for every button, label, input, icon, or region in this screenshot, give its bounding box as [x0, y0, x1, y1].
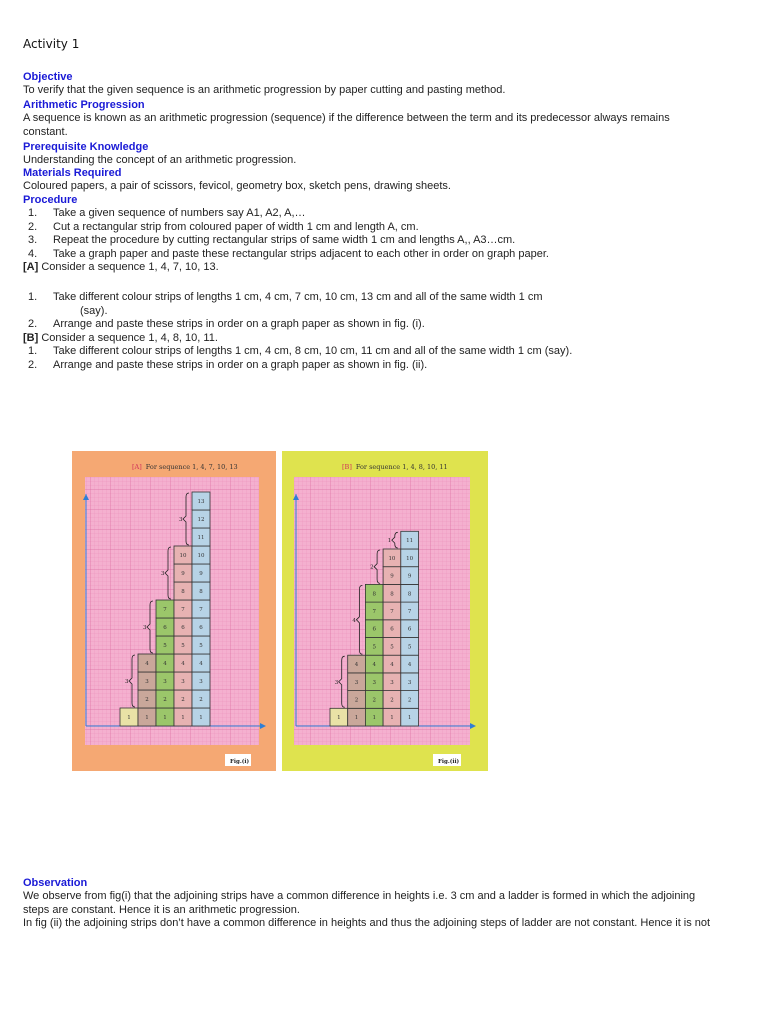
right-caption-text: For sequence 1, 4, 8, 10, 11 — [355, 463, 448, 471]
strip-cell-number: 1 — [145, 715, 149, 721]
strip-cell-number: 2 — [199, 697, 203, 703]
strip-cell-number: 3 — [354, 679, 359, 686]
materials-heading: Materials Required — [23, 167, 122, 179]
strip-cell-number: 4 — [163, 661, 167, 667]
strip-cell-number: 2 — [390, 697, 394, 704]
procedure-section — [23, 193, 733, 275]
strip-cell-number: 6 — [372, 626, 376, 633]
observation-heading: Observation — [23, 877, 88, 889]
strip-cell-number: 3 — [199, 679, 203, 685]
strip-cell-number: 7 — [181, 607, 185, 613]
step-text: Arrange and paste these strips in order on a graph paper as shown in fig. (i). — [53, 318, 425, 330]
strip-cell-number: 4 — [181, 661, 185, 667]
part-a-steps — [23, 291, 733, 332]
strip-cell-number: 2 — [372, 697, 376, 704]
strip-cell-number: 7 — [163, 607, 167, 613]
strip-cell-number: 8 — [181, 589, 185, 595]
procedure-step — [23, 248, 733, 262]
ap-text-line1: A sequence is known as an arithmetic progression (sequence) if the difference between the term and its predecessor always remains — [23, 112, 670, 124]
figure-image — [70, 449, 490, 774]
strip-cell-number: 8 — [407, 591, 412, 598]
strip-cell-number: 2 — [181, 697, 185, 703]
step-text: Arrange and paste these strips in order on a graph paper as shown in fig. (ii). — [53, 358, 428, 371]
materials-section — [23, 166, 733, 194]
strip-cell-number: 10 — [179, 553, 187, 559]
right-fig-label: Fig.(ii) — [438, 759, 460, 765]
left-caption-text: For sequence 1, 4, 7, 10, 13 — [145, 463, 238, 471]
part-a-intro — [23, 261, 733, 275]
strip-cell-number: 9 — [390, 573, 394, 580]
materials-text: Coloured papers, a pair of scissors, fevicol, geometry box, sketch pens, drawing sheets. — [23, 180, 451, 192]
figure-left — [72, 451, 276, 771]
strip-cell-number: 12 — [197, 517, 205, 523]
strip-cell-number: 4 — [372, 662, 376, 669]
strip-cell-number: 10 — [197, 553, 205, 559]
strip-cell-number: 5 — [372, 644, 376, 651]
strip-cell-number: 6 — [407, 626, 412, 633]
step-text: Take different colour strips of lengths 1 cm, 4 cm, 7 cm, 10 cm, 13 cm and all of the same width 1 cm — [53, 291, 543, 303]
strip-cell-number: 3 — [407, 679, 412, 686]
strip-cell-number: 3 — [390, 679, 394, 686]
left-fig-label: Fig.(i) — [230, 759, 250, 765]
strip-cell-number: 4 — [407, 662, 412, 669]
part-b-step — [23, 345, 733, 359]
strip-cell-number: 7 — [199, 607, 203, 613]
step-text: Cut a rectangular strip from coloured paper of width 1 cm and length A, cm. — [53, 220, 419, 233]
ap-section — [23, 98, 733, 139]
strip-cell-number: 5 — [199, 643, 203, 649]
part-b-step — [23, 359, 733, 373]
step-number: 2. — [28, 318, 38, 330]
strip-cell-number: 10 — [388, 555, 396, 562]
step-number: 1. — [28, 207, 38, 219]
observation-line1: We observe from fig(i) that the adjoining strips have a common difference in heights i.e. 3 cm and a ladder is formed in which the adjoining — [23, 890, 696, 902]
strip-cell-number: 3 — [372, 679, 376, 686]
strip-cell-number: 2 — [407, 697, 412, 704]
strip-cell-number: 2 — [163, 697, 167, 703]
strip-cell-number: 1 — [181, 715, 185, 721]
strip-cell-number: 6 — [199, 625, 203, 631]
step-text: Take different colour strips of lengths 1 cm, 4 cm, 8 cm, 10 cm, 11 cm and all of the same width 1 cm (say). — [53, 345, 573, 357]
strip-cell-number: 9 — [181, 571, 185, 577]
strip-cell-number: 8 — [199, 589, 203, 595]
part-b-intro — [23, 332, 733, 346]
left-caption — [132, 463, 238, 471]
step-text: Take a given sequence of numbers say A1, A2, A,… — [53, 207, 306, 219]
step-number: 4. — [28, 247, 38, 260]
procedure-step — [23, 207, 733, 221]
ap-text-line2: constant. — [23, 125, 68, 138]
figure-svg — [70, 449, 490, 774]
strip-cell-number: 1 — [127, 715, 131, 721]
strip-cell-number: 3 — [145, 679, 149, 685]
part-a-step — [23, 318, 733, 332]
part-b-steps — [23, 345, 733, 372]
difference-label: 3 — [334, 679, 339, 686]
strip-cell-number: 1 — [163, 715, 167, 721]
difference-label: 2 — [370, 564, 374, 571]
part-a-tag: [A] — [23, 261, 39, 273]
procedure-heading: Procedure — [23, 194, 78, 206]
prereq-text: Understanding the concept of an arithmetic progression. — [23, 154, 297, 166]
strip-cell-number: 9 — [199, 571, 203, 577]
procedure-step — [23, 221, 733, 235]
strip-cell-number: 8 — [372, 591, 376, 598]
strip-cell-number: 1 — [407, 715, 412, 722]
objective-section — [23, 70, 733, 98]
page-title: Activity 1 — [23, 37, 80, 51]
part-b-tag: [B] — [23, 331, 39, 344]
difference-label: 3 — [143, 625, 147, 631]
strip-cell-number: 4 — [354, 662, 359, 669]
part-a-steps-section — [23, 291, 733, 372]
step-number: 1. — [28, 345, 38, 357]
step-text: Repeat the procedure by cutting rectangular strips of same width 1 cm and lengths A,, A3…cm. — [53, 234, 516, 246]
strip-cell-number: 13 — [197, 499, 205, 505]
difference-label: 1 — [387, 538, 392, 545]
strip-cell-number: 11 — [197, 535, 205, 541]
observation-line2: steps are constant. Hence it is an arithmetic progression. — [23, 903, 300, 916]
difference-label: 4 — [352, 617, 356, 624]
strip-cell-number: 7 — [390, 608, 394, 615]
ap-heading: Arithmetic Progression — [23, 99, 145, 111]
left-caption-tag: [A] — [132, 463, 142, 471]
difference-label: 3 — [179, 517, 183, 523]
strip-cell-number: 1 — [199, 715, 203, 721]
step-number: 2. — [28, 358, 38, 371]
figure-right — [282, 451, 488, 771]
step-number: 2. — [28, 220, 38, 233]
strip-cell-number: 1 — [337, 715, 341, 722]
strip-cell-number: 4 — [145, 661, 149, 667]
right-caption-tag: [B] — [342, 463, 352, 471]
strip-cell-number: 2 — [145, 697, 149, 703]
strip-cell-number: 8 — [390, 591, 394, 598]
strip-cell-number: 1 — [372, 715, 376, 722]
strip-cell-number: 9 — [407, 573, 412, 580]
procedure-steps — [23, 207, 733, 261]
strip-cell-number: 6 — [390, 626, 394, 633]
strip-cell-number: 1 — [390, 715, 394, 722]
strip-cell-number: 5 — [181, 643, 185, 649]
strip-cell-number: 3 — [163, 679, 167, 685]
strip-cell-number: 5 — [407, 644, 412, 651]
difference-label: 3 — [161, 571, 165, 577]
step-number: 3. — [28, 234, 38, 246]
strip-cell-number: 10 — [406, 555, 414, 562]
strip-cell-number: 4 — [390, 662, 394, 669]
strip-cell-number: 7 — [372, 608, 376, 615]
strip-cell-number: 3 — [181, 679, 185, 685]
part-a-step-continuation — [23, 305, 733, 319]
strip-cell-number: 5 — [163, 643, 167, 649]
strip-cell-number: 6 — [163, 625, 167, 631]
objective-heading: Objective — [23, 71, 73, 83]
strip-cell-number: 11 — [406, 538, 414, 545]
prereq-heading: Prerequisite Knowledge — [23, 141, 149, 153]
strip-cell-number: 5 — [390, 644, 394, 651]
part-a-text: Consider a sequence 1, 4, 7, 10, 13. — [41, 261, 219, 273]
objective-text: To verify that the given sequence is an arithmetic progression by paper cutting and pasting method. — [23, 84, 506, 96]
strip-cell-number: 4 — [199, 661, 203, 667]
difference-label: 3 — [125, 679, 129, 685]
observation-line3: In fig (ii) the adjoining strips don’t have a common difference in heights and thus the adjoining steps of ladder are not constant. Hence it is not — [23, 917, 711, 929]
prereq-section — [23, 140, 733, 168]
procedure-step — [23, 234, 733, 248]
strip-cell-number: 7 — [407, 608, 412, 615]
right-caption — [342, 463, 448, 471]
strip-cell-number: 6 — [181, 625, 185, 631]
strip-cell-number: 1 — [354, 715, 359, 722]
part-b-text: Consider a sequence 1, 4, 8, 10, 11. — [41, 331, 218, 344]
observation-section — [23, 876, 733, 931]
strip-cell-number: 2 — [354, 697, 359, 704]
step-number: 1. — [28, 291, 38, 303]
part-a-step — [23, 291, 733, 305]
step-text-continued: (say). — [80, 304, 108, 317]
step-text: Take a graph paper and paste these rectangular strips adjacent to each other in order on graph paper. — [53, 247, 549, 260]
